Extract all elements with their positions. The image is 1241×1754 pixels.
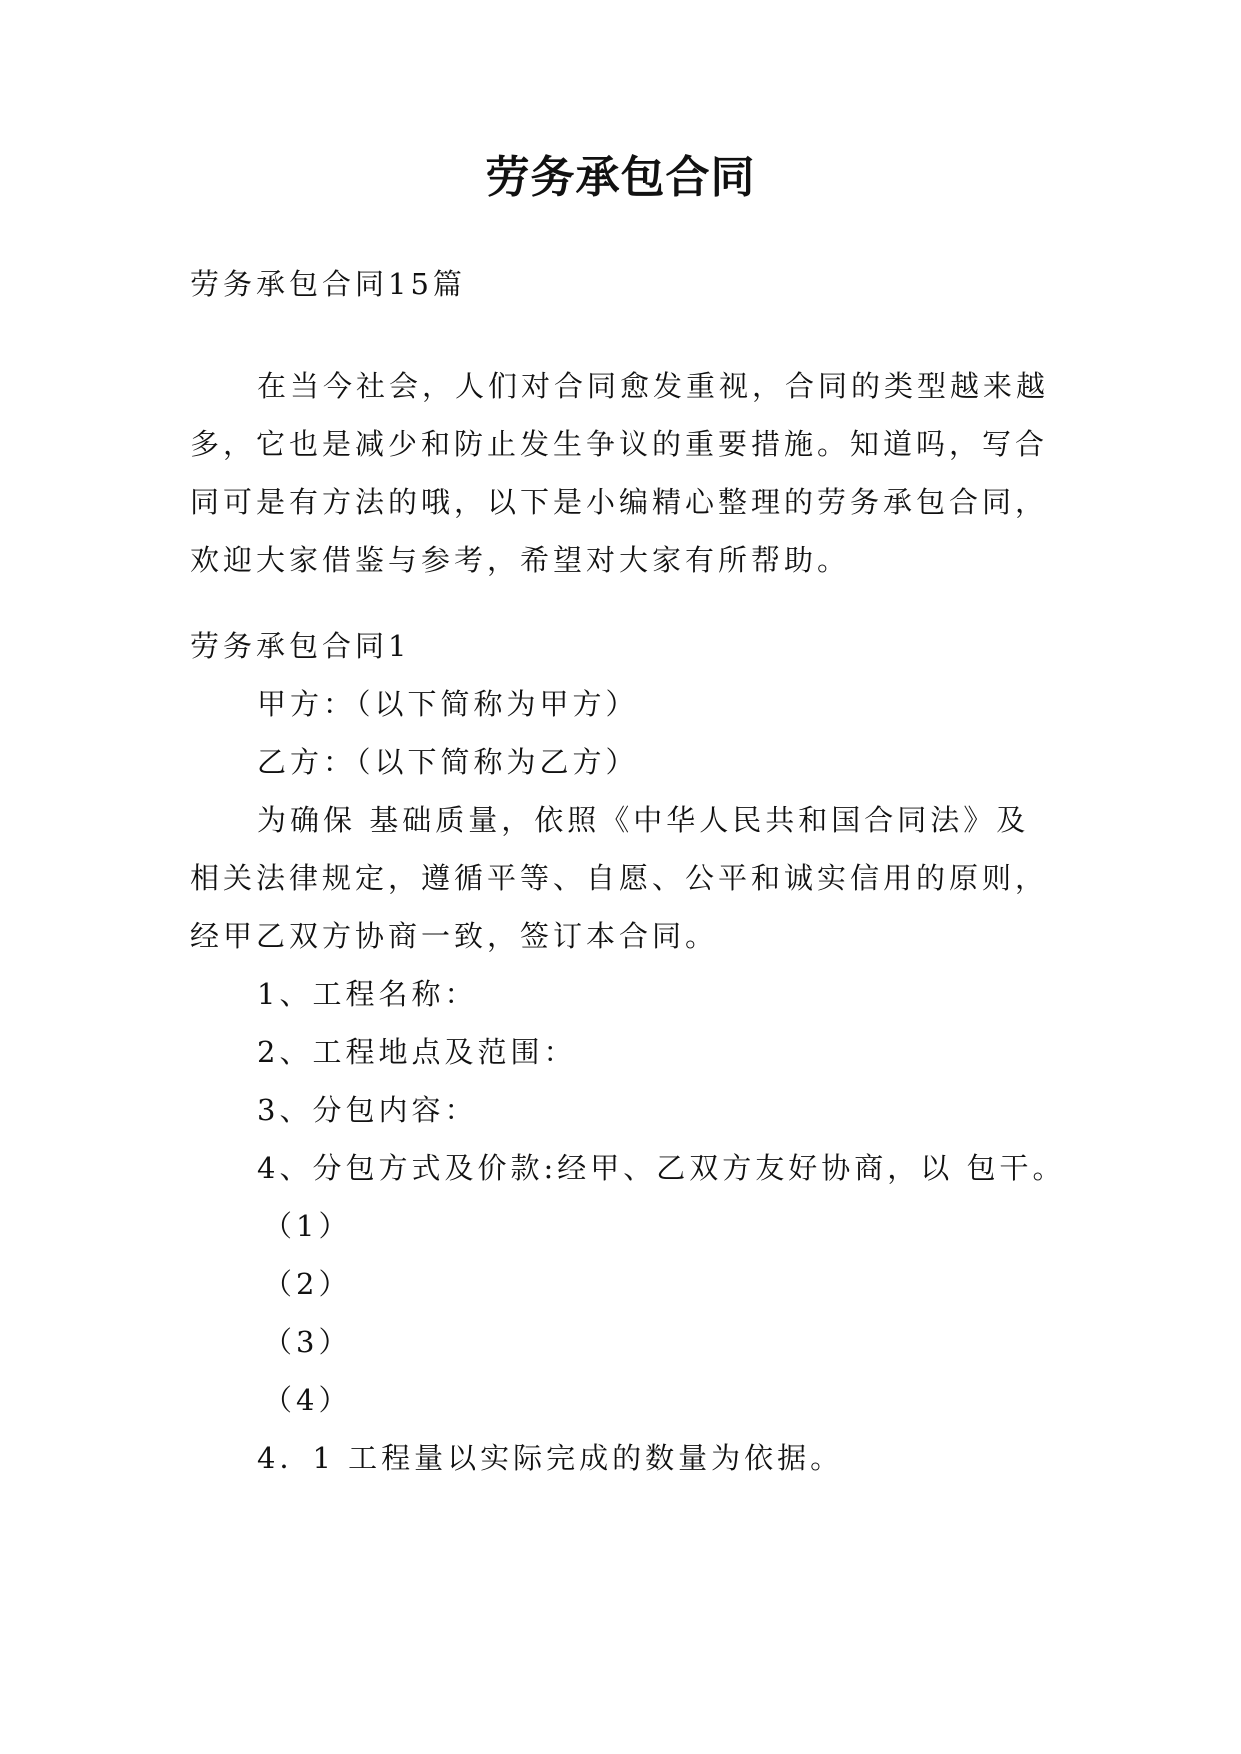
intro-line-4: 欢迎大家借鉴与参考，希望对大家有所帮助。 <box>190 543 851 577</box>
intro-line-2: 多，它也是减少和防止发生争议的重要措施。知道吗，写合 <box>190 427 1049 461</box>
document-title: 劳务承包合同 <box>485 152 756 203</box>
clause-3: 3、分包内容： <box>257 1093 478 1127</box>
sub-item-1: （1） <box>263 1209 352 1243</box>
section-heading: 劳务承包合同1 <box>190 629 411 663</box>
document-subtitle: 劳务承包合同15篇 <box>190 267 466 301</box>
party-a: 甲方：（以下简称为甲方） <box>257 687 639 721</box>
preamble-line-2: 相关法律规定，遵循平等、自愿、公平和诚实信用的原则， <box>190 861 1049 895</box>
party-b: 乙方：（以下简称为乙方） <box>257 745 639 779</box>
clause-1: 1、工程名称： <box>257 977 478 1011</box>
clause-4: 4、分包方式及价款:经甲、乙双方友好协商，以 包干。 <box>257 1151 1066 1185</box>
intro-line-3: 同可是有方法的哦，以下是小编精心整理的劳务承包合同， <box>190 485 1049 519</box>
clause-4-1: 4．1 工程量以实际完成的数量为依据。 <box>257 1441 844 1475</box>
preamble-line-1: 为确保 基础质量，依照《中华人民共和国合同法》及 <box>257 803 1030 837</box>
clause-2: 2、工程地点及范围： <box>257 1035 577 1069</box>
sub-item-2: （2） <box>263 1267 352 1301</box>
sub-item-4: （4） <box>263 1383 352 1417</box>
sub-item-3: （3） <box>263 1325 352 1359</box>
preamble-line-3: 经甲乙双方协商一致，签订本合同。 <box>190 919 719 953</box>
intro-line-1: 在当今社会，人们对合同愈发重视，合同的类型越来越 <box>257 369 1050 403</box>
